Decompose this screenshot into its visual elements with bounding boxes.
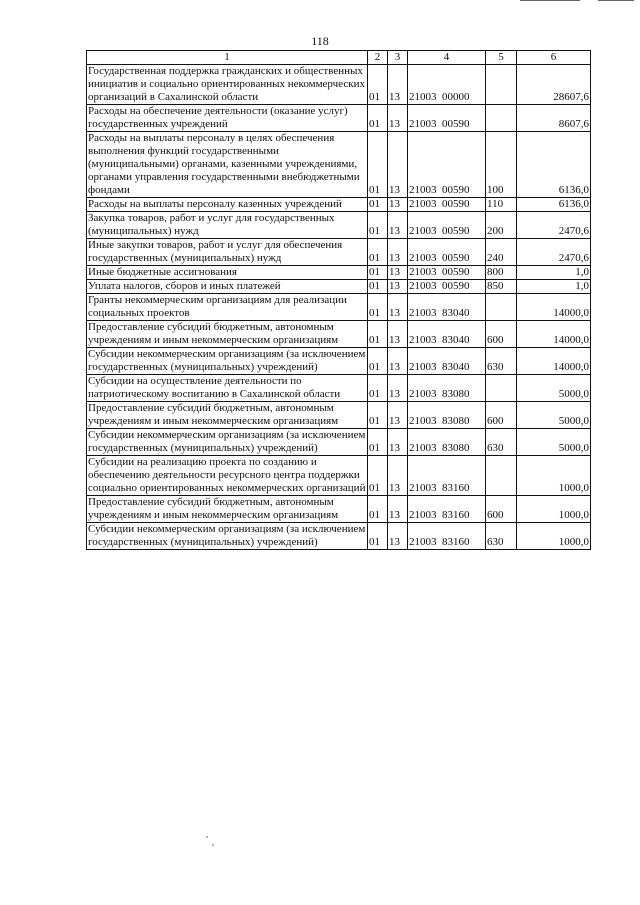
section-cell: 01: [368, 402, 388, 429]
header-col-5: 5: [486, 51, 517, 65]
amount-cell: 28607,6: [517, 65, 591, 105]
table-row: [87, 294, 591, 321]
section-cell: 01: [368, 198, 388, 212]
item-name-cell: Субсидии на осуществление деятельности по патриотическому воспитанию в Сахалинской области: [87, 375, 368, 402]
item-name-cell: Расходы на выплаты персоналу казенных учреждений: [87, 198, 368, 212]
amount-cell: 14000,0: [517, 321, 591, 348]
expense-type-cell: 600: [486, 321, 517, 348]
section-cell: 01: [368, 456, 388, 496]
section-cell: 01: [368, 375, 388, 402]
table-body: [87, 65, 591, 550]
table-row: [87, 266, 591, 280]
target-article-cell: 21003 00590: [408, 266, 486, 280]
target-article-cell: 21003 83040: [408, 321, 486, 348]
subsection-cell: 13: [388, 132, 408, 198]
section-cell: 01: [368, 266, 388, 280]
section-cell: 01: [368, 429, 388, 456]
table-row: [87, 239, 591, 266]
section-cell: 01: [368, 294, 388, 321]
item-name-cell: Субсидии некоммерческим организациям (за исключением государственных (муниципальных) учреждений): [87, 348, 368, 375]
amount-cell: 5000,0: [517, 375, 591, 402]
target-article-cell: 21003 83040: [408, 294, 486, 321]
target-article-cell: 21003 00590: [408, 212, 486, 239]
table-header-row: [87, 51, 591, 65]
subsection-cell: 13: [388, 280, 408, 294]
table-row: [87, 212, 591, 239]
expense-type-cell: [486, 65, 517, 105]
item-name-cell: Субсидии некоммерческим организациям (за исключением государственных (муниципальных) учреждений): [87, 429, 368, 456]
amount-cell: 1000,0: [517, 523, 591, 550]
item-name-cell: Предоставление субсидий бюджетным, автономным учреждениям и иным некоммерческим организациям: [87, 321, 368, 348]
subsection-cell: 13: [388, 321, 408, 348]
item-name-cell: Иные бюджетные ассигнования: [87, 266, 368, 280]
item-name-cell: Предоставление субсидий бюджетным, автономным учреждениям и иным некоммерческим организациям: [87, 402, 368, 429]
header-col-6: 6: [517, 51, 591, 65]
expense-type-cell: 100: [486, 132, 517, 198]
header-col-1: 1: [87, 51, 368, 65]
target-article-cell: 21003 00000: [408, 65, 486, 105]
expense-type-cell: [486, 375, 517, 402]
section-cell: 01: [368, 65, 388, 105]
table-row: [87, 523, 591, 550]
expense-type-cell: 630: [486, 429, 517, 456]
section-cell: 01: [368, 321, 388, 348]
subsection-cell: 13: [388, 429, 408, 456]
subsection-cell: 13: [388, 402, 408, 429]
target-article-cell: 21003 00590: [408, 198, 486, 212]
expense-type-cell: 850: [486, 280, 517, 294]
scan-speck: [212, 844, 214, 846]
expense-type-cell: [486, 105, 517, 132]
item-name-cell: Предоставление субсидий бюджетным, автономным учреждениям и иным некоммерческим организациям: [87, 496, 368, 523]
target-article-cell: 21003 00590: [408, 132, 486, 198]
expense-type-cell: 600: [486, 496, 517, 523]
header-col-2: 2: [368, 51, 388, 65]
subsection-cell: 13: [388, 375, 408, 402]
item-name-cell: Расходы на выплаты персоналу в целях обеспечения выполнения функций государственными (муниципальными) органами, казенными учреждениями, органами управления государственными внебюджетными фондами: [87, 132, 368, 198]
target-article-cell: 21003 83080: [408, 429, 486, 456]
item-name-cell: Уплата налогов, сборов и иных платежей: [87, 280, 368, 294]
section-cell: 01: [368, 132, 388, 198]
subsection-cell: 13: [388, 65, 408, 105]
amount-cell: 1,0: [517, 266, 591, 280]
expense-type-cell: [486, 294, 517, 321]
section-cell: 01: [368, 239, 388, 266]
expense-type-cell: 110: [486, 198, 517, 212]
amount-cell: 1000,0: [517, 456, 591, 496]
amount-cell: 6136,0: [517, 132, 591, 198]
target-article-cell: 21003 00590: [408, 280, 486, 294]
amount-cell: 6136,0: [517, 198, 591, 212]
table-row: [87, 105, 591, 132]
subsection-cell: 13: [388, 266, 408, 280]
subsection-cell: 13: [388, 523, 408, 550]
amount-cell: 1000,0: [517, 496, 591, 523]
amount-cell: 2470,6: [517, 239, 591, 266]
target-article-cell: 21003 00590: [408, 239, 486, 266]
amount-cell: 14000,0: [517, 294, 591, 321]
item-name-cell: Субсидии некоммерческим организациям (за исключением государственных (муниципальных) учреждений): [87, 523, 368, 550]
table-row: [87, 456, 591, 496]
target-article-cell: 21003 83040: [408, 348, 486, 375]
header-col-3: 3: [388, 51, 408, 65]
expense-type-cell: 630: [486, 523, 517, 550]
item-name-cell: Субсидии на реализацию проекта по созданию и обеспечению деятельности ресурсного центра поддержки социально ориентированных некоммерческих организаций: [87, 456, 368, 496]
subsection-cell: 13: [388, 348, 408, 375]
table-row: [87, 198, 591, 212]
subsection-cell: 13: [388, 239, 408, 266]
expense-type-cell: 800: [486, 266, 517, 280]
budget-table: [86, 50, 591, 550]
table-row: [87, 132, 591, 198]
table-row: [87, 65, 591, 105]
section-cell: 01: [368, 523, 388, 550]
amount-cell: 8607,6: [517, 105, 591, 132]
amount-cell: 5000,0: [517, 402, 591, 429]
section-cell: 01: [368, 105, 388, 132]
amount-cell: 2470,6: [517, 212, 591, 239]
table-row: [87, 321, 591, 348]
table-row: [87, 348, 591, 375]
target-article-cell: 21003 83160: [408, 496, 486, 523]
expense-type-cell: [486, 456, 517, 496]
expense-type-cell: 240: [486, 239, 517, 266]
target-article-cell: 21003 83080: [408, 375, 486, 402]
target-article-cell: 21003 00590: [408, 105, 486, 132]
expense-type-cell: 630: [486, 348, 517, 375]
amount-cell: 14000,0: [517, 348, 591, 375]
table-row: [87, 402, 591, 429]
expense-type-cell: 200: [486, 212, 517, 239]
page-number: 118: [311, 34, 329, 48]
scan-mark-top-right-2: [598, 0, 634, 1]
scan-mark-top-right: [520, 0, 580, 1]
section-cell: 01: [368, 496, 388, 523]
subsection-cell: 13: [388, 212, 408, 239]
table-row: [87, 280, 591, 294]
item-name-cell: Расходы на обеспечение деятельности (оказание услуг) государственных учреждений: [87, 105, 368, 132]
target-article-cell: 21003 83160: [408, 523, 486, 550]
subsection-cell: 13: [388, 456, 408, 496]
section-cell: 01: [368, 212, 388, 239]
section-cell: 01: [368, 348, 388, 375]
amount-cell: 1,0: [517, 280, 591, 294]
target-article-cell: 21003 83080: [408, 402, 486, 429]
table-row: [87, 496, 591, 523]
target-article-cell: 21003 83160: [408, 456, 486, 496]
item-name-cell: Гранты некоммерческим организациям для реализации социальных проектов: [87, 294, 368, 321]
expense-type-cell: 600: [486, 402, 517, 429]
table-row: [87, 375, 591, 402]
item-name-cell: Государственная поддержка гражданских и общественных инициатив и социально ориентированных некоммерческих организаций в Сахалинской области: [87, 65, 368, 105]
subsection-cell: 13: [388, 198, 408, 212]
section-cell: 01: [368, 280, 388, 294]
subsection-cell: 13: [388, 496, 408, 523]
item-name-cell: Иные закупки товаров, работ и услуг для обеспечения государственных (муниципальных) нужд: [87, 239, 368, 266]
subsection-cell: 13: [388, 294, 408, 321]
amount-cell: 5000,0: [517, 429, 591, 456]
scan-speck: [206, 836, 208, 838]
header-col-4: 4: [408, 51, 486, 65]
item-name-cell: Закупка товаров, работ и услуг для государственных (муниципальных) нужд: [87, 212, 368, 239]
table-row: [87, 429, 591, 456]
subsection-cell: 13: [388, 105, 408, 132]
